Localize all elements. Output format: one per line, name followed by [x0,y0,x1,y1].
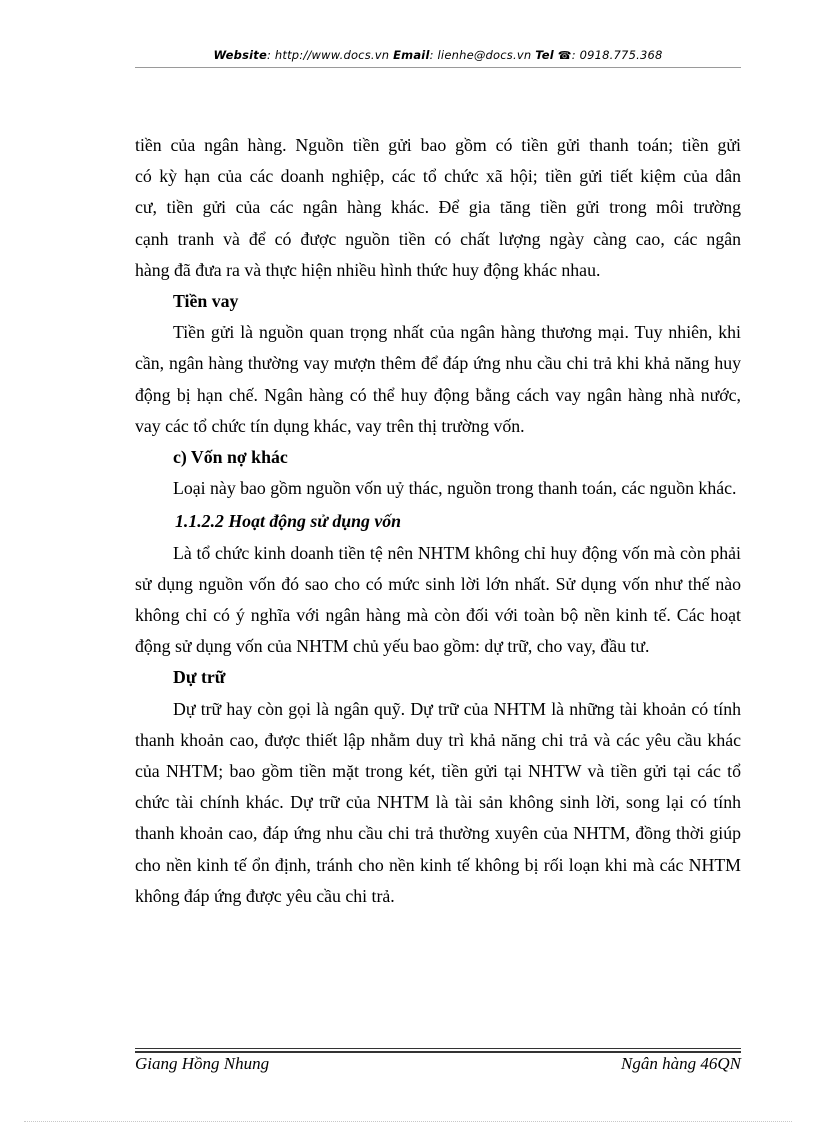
heading-hoat-dong-su-dung-von: 1.1.2.2 Hoạt động sử dụng vốn [175,511,402,532]
footer-class: Ngân hàng 46QN [621,1054,741,1073]
header-rule [135,67,741,68]
paragraph-fund-usage: Là tổ chức kinh doanh tiền tệ nên NHTM không chỉ huy động vốn mà còn phải sử dụng nguồn vốn đó sao cho có mức sinh lời lớn nhất. Sử dụng vốn như thế nào không chỉ có ý nghĩa với ngân hàng mà còn đối với toàn bộ nền kinh tế. Các hoạt động sử dụng vốn của NHTM chủ yếu bao gồm: dự trữ, cho vay, đầu tư. [135,542,741,657]
paragraph-reserves: Dự trữ hay còn gọi là ngân quỹ. Dự trữ của NHTM là những tài khoản có tính thanh khoản cao, được thiết lập nhằm duy trì khả năng chi trả và các yêu cầu khác của NHTM; bao gồm tiền mặt trong két, tiền gửi tại NHTW và tiền gửi tại các tổ chức tài chính khác. Dự trữ của NHTM là tài sản không sinh lời, song lại có tính thanh khoản cao, đáp ứng nhu cầu chi trả thường xuyên của NHTM, đồng thời giúp cho nền kinh tế ổn định, tránh cho nền kinh tế không bị rối loạn khi mà các NHTM không đáp ứng được yêu cầu chi trả. [135,698,741,906]
page-header [135,48,741,62]
footer-rule-thin [135,1048,741,1049]
heading-tien-vay: Tiền vay [173,291,239,312]
heading-du-tru: Dự trữ [173,667,226,688]
phone-icon: ☎ [557,49,572,62]
document-body [135,130,741,912]
paragraph-deposits-line2: có kỳ hạn của các doanh nghiệp, các tổ chức xã hội; tiền gửi tiết kiệm của dân [135,166,741,187]
email-value: : lienhe@docs.vn [429,48,532,62]
paragraph-deposits-line5: hàng đã đưa ra và thực hiện nhiều hình thức huy động khác nhau. [135,259,601,280]
website-value: : http://www.docs.vn [266,48,390,62]
paragraph-other-liabilities: Loại này bao gồm nguồn vốn uỷ thác, nguồn trong thanh toán, các nguồn khác. [173,478,737,499]
footer-rule-thick [135,1051,741,1053]
paragraph-borrowing: Tiền gửi là nguồn quan trọng nhất của ngân hàng thương mại. Tuy nhiên, khi cần, ngân hàng thường vay mượn thêm để đáp ứng nhu cầu chi trả khi khả năng huy động bị hạn chế. Ngân hàng có thể huy động bằng cách vay ngân hàng nhà nước, vay các tổ chức tín dụng khác, vay trên thị trường vốn. [135,322,741,436]
website-label: Website [213,48,267,62]
tel-value: : 0918.775.368 [571,48,663,62]
email-label: Email [393,48,430,62]
paragraph-deposits-line3: cư, tiền gửi của các ngân hàng khác. Để gia tăng tiền gửi trong môi trường [135,197,741,218]
heading-von-no-khac: c) Vốn nợ khác [173,447,288,468]
tel-label: Tel [535,48,554,62]
paragraph-deposits-line1: tiền của ngân hàng. Nguồn tiền gửi bao gồm có tiền gửi thanh toán; tiền gửi [135,135,741,155]
footer-author: Giang Hồng Nhung [135,1054,270,1073]
page-bottom-dotted-rule [24,1121,792,1122]
paragraph-deposits-line4: cạnh tranh và để có được nguồn tiền có chất lượng ngày càng cao, các ngân [135,228,741,249]
